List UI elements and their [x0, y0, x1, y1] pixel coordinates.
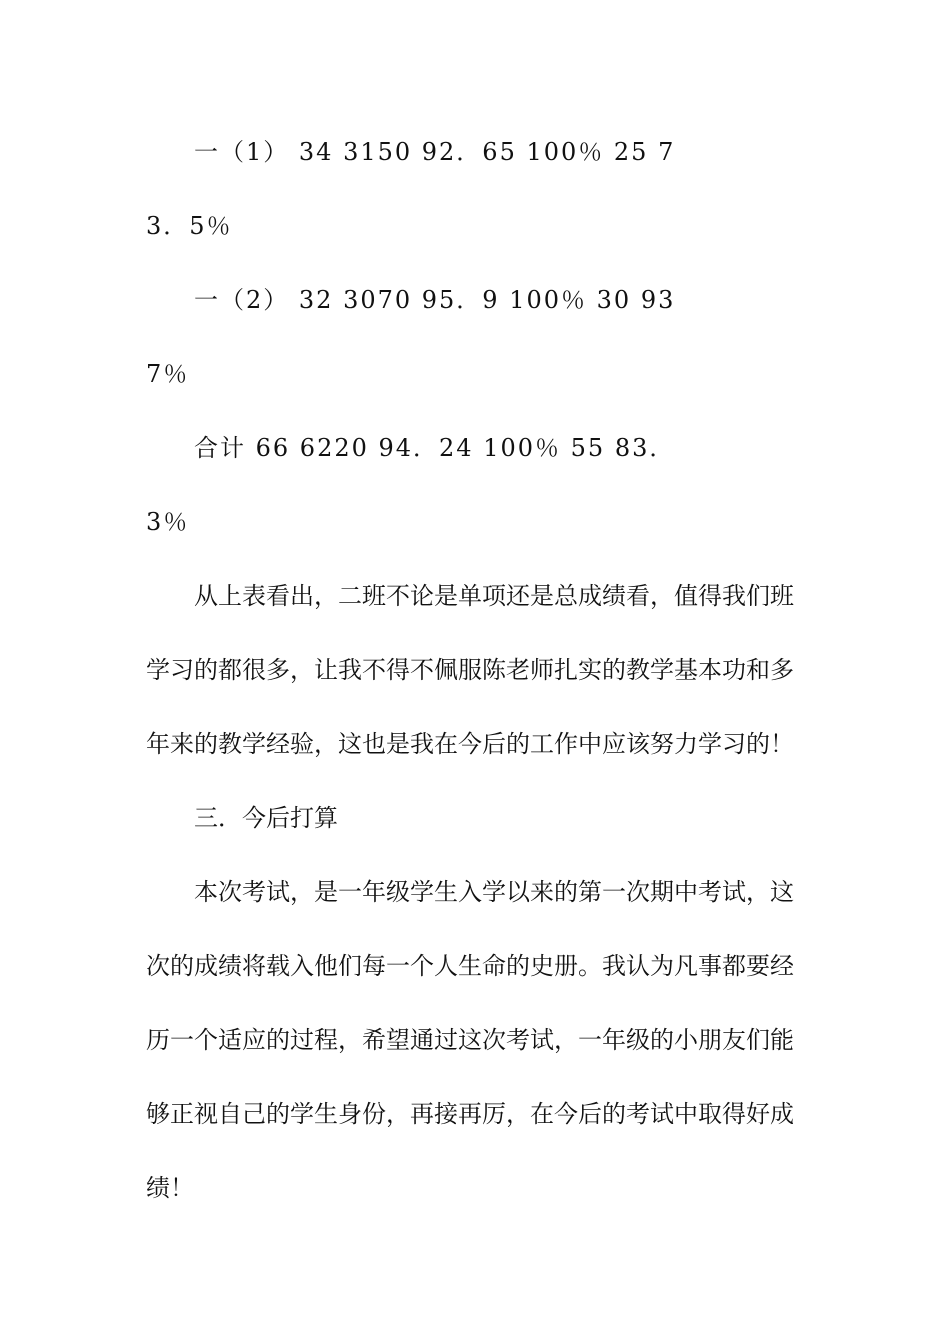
- paragraph-line: 次的成绩将载入他们每一个人生命的史册。我认为凡事都要经: [146, 952, 794, 980]
- table-row-class-1-cont: 3．5％: [146, 212, 233, 240]
- paragraph-line: 学习的都很多，让我不得不佩服陈老师扎实的教学基本功和多: [146, 656, 794, 684]
- paragraph-line: 绩！: [146, 1174, 194, 1202]
- paragraph-line: 从上表看出，二班不论是单项还是总成绩看，值得我们班: [194, 582, 794, 610]
- section-heading: 三．今后打算: [194, 804, 338, 832]
- paragraph-line: 年来的教学经验，这也是我在今后的工作中应该努力学习的！: [146, 730, 794, 758]
- table-row-total-cont: 3％: [146, 508, 190, 536]
- paragraph-line: 历一个适应的过程，希望通过这次考试，一年级的小朋友们能: [146, 1026, 794, 1054]
- table-row-class-2-cont: 7％: [146, 360, 190, 388]
- table-row-class-2: 一（2） 32 3070 95．9 100％ 30 93: [194, 286, 676, 314]
- table-row-total: 合计 66 6220 94．24 100％ 55 83．: [194, 434, 676, 462]
- paragraph-line: 够正视自己的学生身份，再接再厉，在今后的考试中取得好成: [146, 1100, 794, 1128]
- paragraph-line: 本次考试，是一年级学生入学以来的第一次期中考试，这: [194, 878, 794, 906]
- table-row-class-1: 一（1） 34 3150 92．65 100％ 25 7: [194, 138, 676, 166]
